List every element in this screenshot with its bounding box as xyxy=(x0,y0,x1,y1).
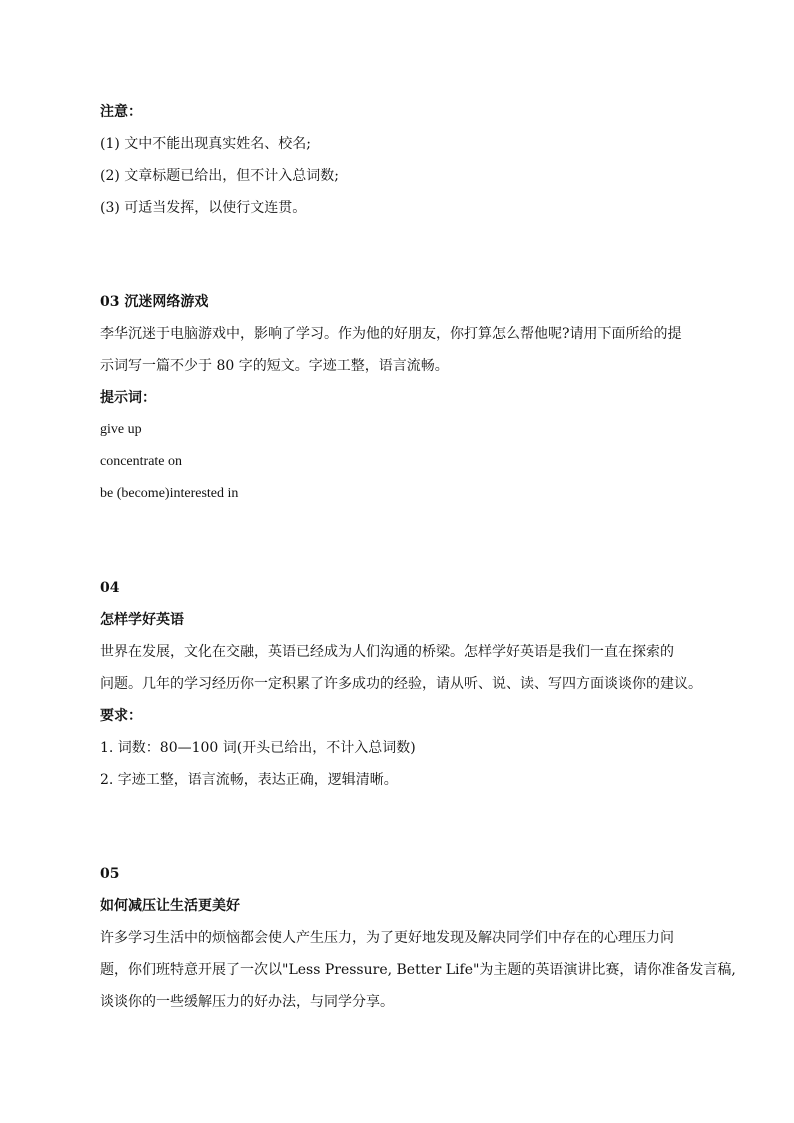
section-03-hint-heading: 提示词： xyxy=(100,390,156,406)
section-03-heading: 03 沉迷网络游戏 xyxy=(100,294,209,310)
section-05-title: 如何减压让生活更美好 xyxy=(100,898,240,914)
section-04-number: 04 xyxy=(100,580,120,596)
section-05-para-line-1: 许多学习生活中的烦恼都会使人产生压力，为了更好地发现及解决同学们中存在的心理压力问 xyxy=(100,930,674,946)
hint-word: give up xyxy=(100,422,142,437)
section-05-para-line-3: 谈谈你的一些缓解压力的好办法，与同学分享。 xyxy=(100,994,394,1010)
requirement-item-1: 1. 词数：80—100 词(开头已给出，不计入总词数) xyxy=(100,740,416,756)
section-05-number: 05 xyxy=(100,866,120,882)
note-item-3: (3) 可适当发挥，以使行文连贯。 xyxy=(100,200,307,216)
note-item-1: (1) 文中不能出现真实姓名、校名; xyxy=(100,136,311,152)
section-05-para-line-2: 题，你们班特意开展了一次以"Less Pressure, Better Life"为主题的英语演讲比赛，请你准备发言稿, xyxy=(100,962,736,978)
notes-heading: 注意： xyxy=(100,104,142,120)
hint-word: concentrate on xyxy=(100,454,183,469)
note-item-2: (2) 文章标题已给出，但不计入总词数; xyxy=(100,168,339,184)
section-04-para-line-2: 问题。几年的学习经历你一定积累了许多成功的经验，请从听、说、读、写四方面谈谈你的建议。 xyxy=(100,676,702,692)
hint-word: be (become)interested in xyxy=(100,486,239,501)
requirement-item-2: 2. 字迹工整，语言流畅，表达正确，逻辑清晰。 xyxy=(100,772,398,788)
section-03-para-line-1: 李华沉迷于电脑游戏中，影响了学习。作为他的好朋友，你打算怎么帮他呢?请用下面所给的提 xyxy=(100,326,682,342)
section-04-title: 怎样学好英语 xyxy=(100,612,184,628)
section-03-para-line-2: 示词写一篇不少于 80 字的短文。字迹工整，语言流畅。 xyxy=(100,358,449,374)
section-04-req-heading: 要求： xyxy=(100,708,142,724)
section-04-para-line-1: 世界在发展，文化在交融，英语已经成为人们沟通的桥梁。怎样学好英语是我们一直在探索的 xyxy=(100,644,674,660)
